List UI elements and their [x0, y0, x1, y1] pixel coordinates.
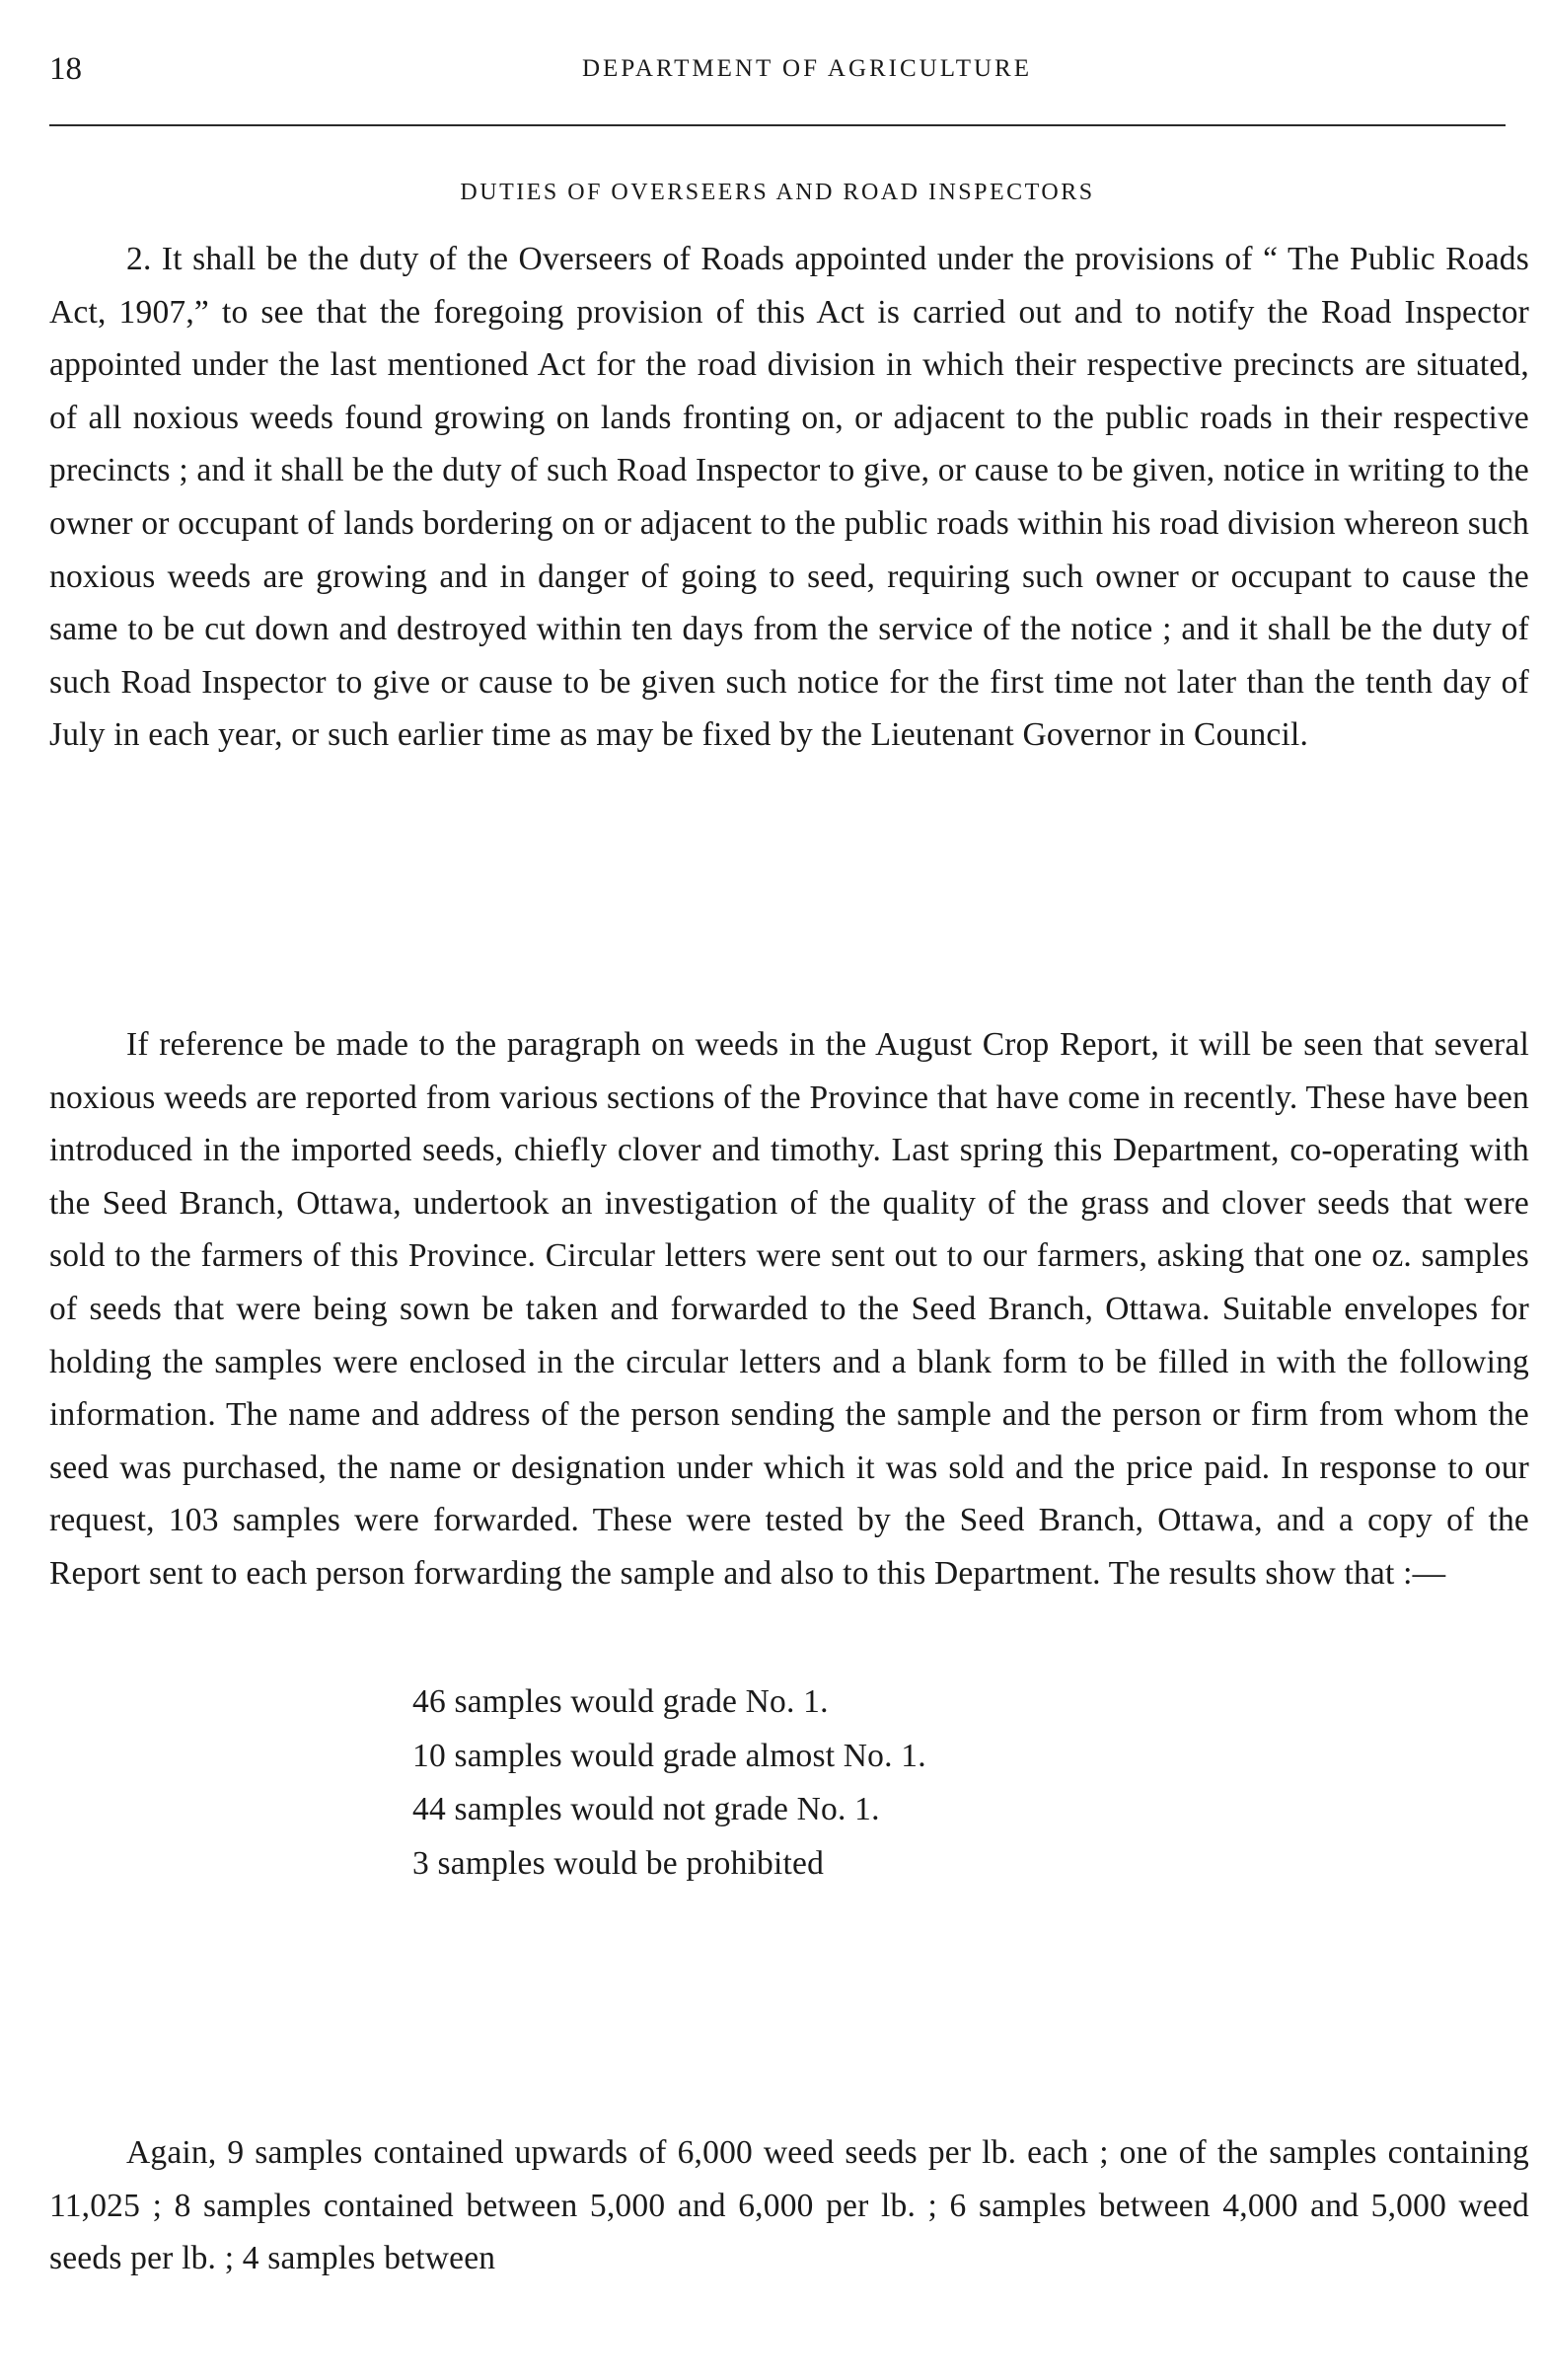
- running-title: DEPARTMENT OF AGRICULTURE: [582, 55, 1032, 82]
- results-list: [412, 1675, 926, 1891]
- section-heading: DUTIES OF OVERSEERS AND ROAD INSPECTORS: [460, 180, 1095, 205]
- paragraph-seed-investigation: [49, 1018, 1529, 1600]
- header-rule: [49, 124, 1506, 126]
- paragraph-text: Again, 9 samples contained upwards of 6,000 weed seeds per lb. each ; one of the samples containing 11,025 ; 8 samples contained between 5,000 and 6,000 per lb. ; 6 samples between 4,000 and 5,000 weed seeds per lb. ; 4 samples between: [49, 2134, 1529, 2277]
- list-item: 46 samples would grade No. 1.: [412, 1683, 829, 1720]
- list-item: 10 samples would grade almost No. 1.: [412, 1737, 926, 1774]
- paragraph-text: If reference be made to the paragraph on weeds in the August Crop Report, it will be seen that several noxious weeds are reported from various sections of the Province that have come in recently. These have been introduced in the imported seeds, chiefly clover and timothy. Last spring this Department, co-operating with the Seed Branch, Ottawa, undertook an investigation of the quality of the grass and clover seeds that were sold to the farmers of this Province. Circular letters were sent out to our farmers, asking that one oz. samples of seeds that were being sown be taken and forwarded to the Seed Branch, Ottawa. Suitable envelopes for holding the samples were enclosed in the circular letters and a blank form to be filled in with the following information. The name and address of the person sending the sample and the person or firm from whom the seed was purchased, the name or designation under which it was sold and the price paid. In response to our request, 103 samples were forwarded. These were tested by the Seed Branch, Ottawa, and a copy of the Report sent to each person forwarding the sample and also to this Department. The results show that :—: [49, 1026, 1529, 1592]
- list-item: 3 samples would be prohibited: [412, 1844, 825, 1882]
- paragraph-duties: [49, 233, 1529, 762]
- page-number: 18: [49, 51, 82, 87]
- paragraph-weed-seed-counts: [49, 2126, 1529, 2285]
- paragraph-text: 2. It shall be the duty of the Overseers of Roads appointed under the provisions of “ The Public Roads Act, 1907,” to see that the foregoing provision of this Act is carried out and to notify the Road Inspector appointed under the last mentioned Act for the road division in which their respective precincts are situated, of all noxious weeds found growing on lands fronting on, or adjacent to the public roads in their respective precincts ; and it shall be the duty of such Road Inspector to give, or cause to be given, notice in writing to the owner or occupant of lands bordering on or adjacent to the public roads within his road division whereon such noxious weeds are growing and in danger of going to seed, requiring such owner or occupant to cause the same to be cut down and destroyed within ten days from the service of the notice ; and it shall be the duty of such Road Inspector to give or cause to be given such notice for the first time not later than the tenth day of July in each year, or such earlier time as may be fixed by the Lieutenant Governor in Council.: [49, 241, 1529, 754]
- list-item: 44 samples would not grade No. 1.: [412, 1791, 880, 1827]
- running-header: [49, 51, 1506, 91]
